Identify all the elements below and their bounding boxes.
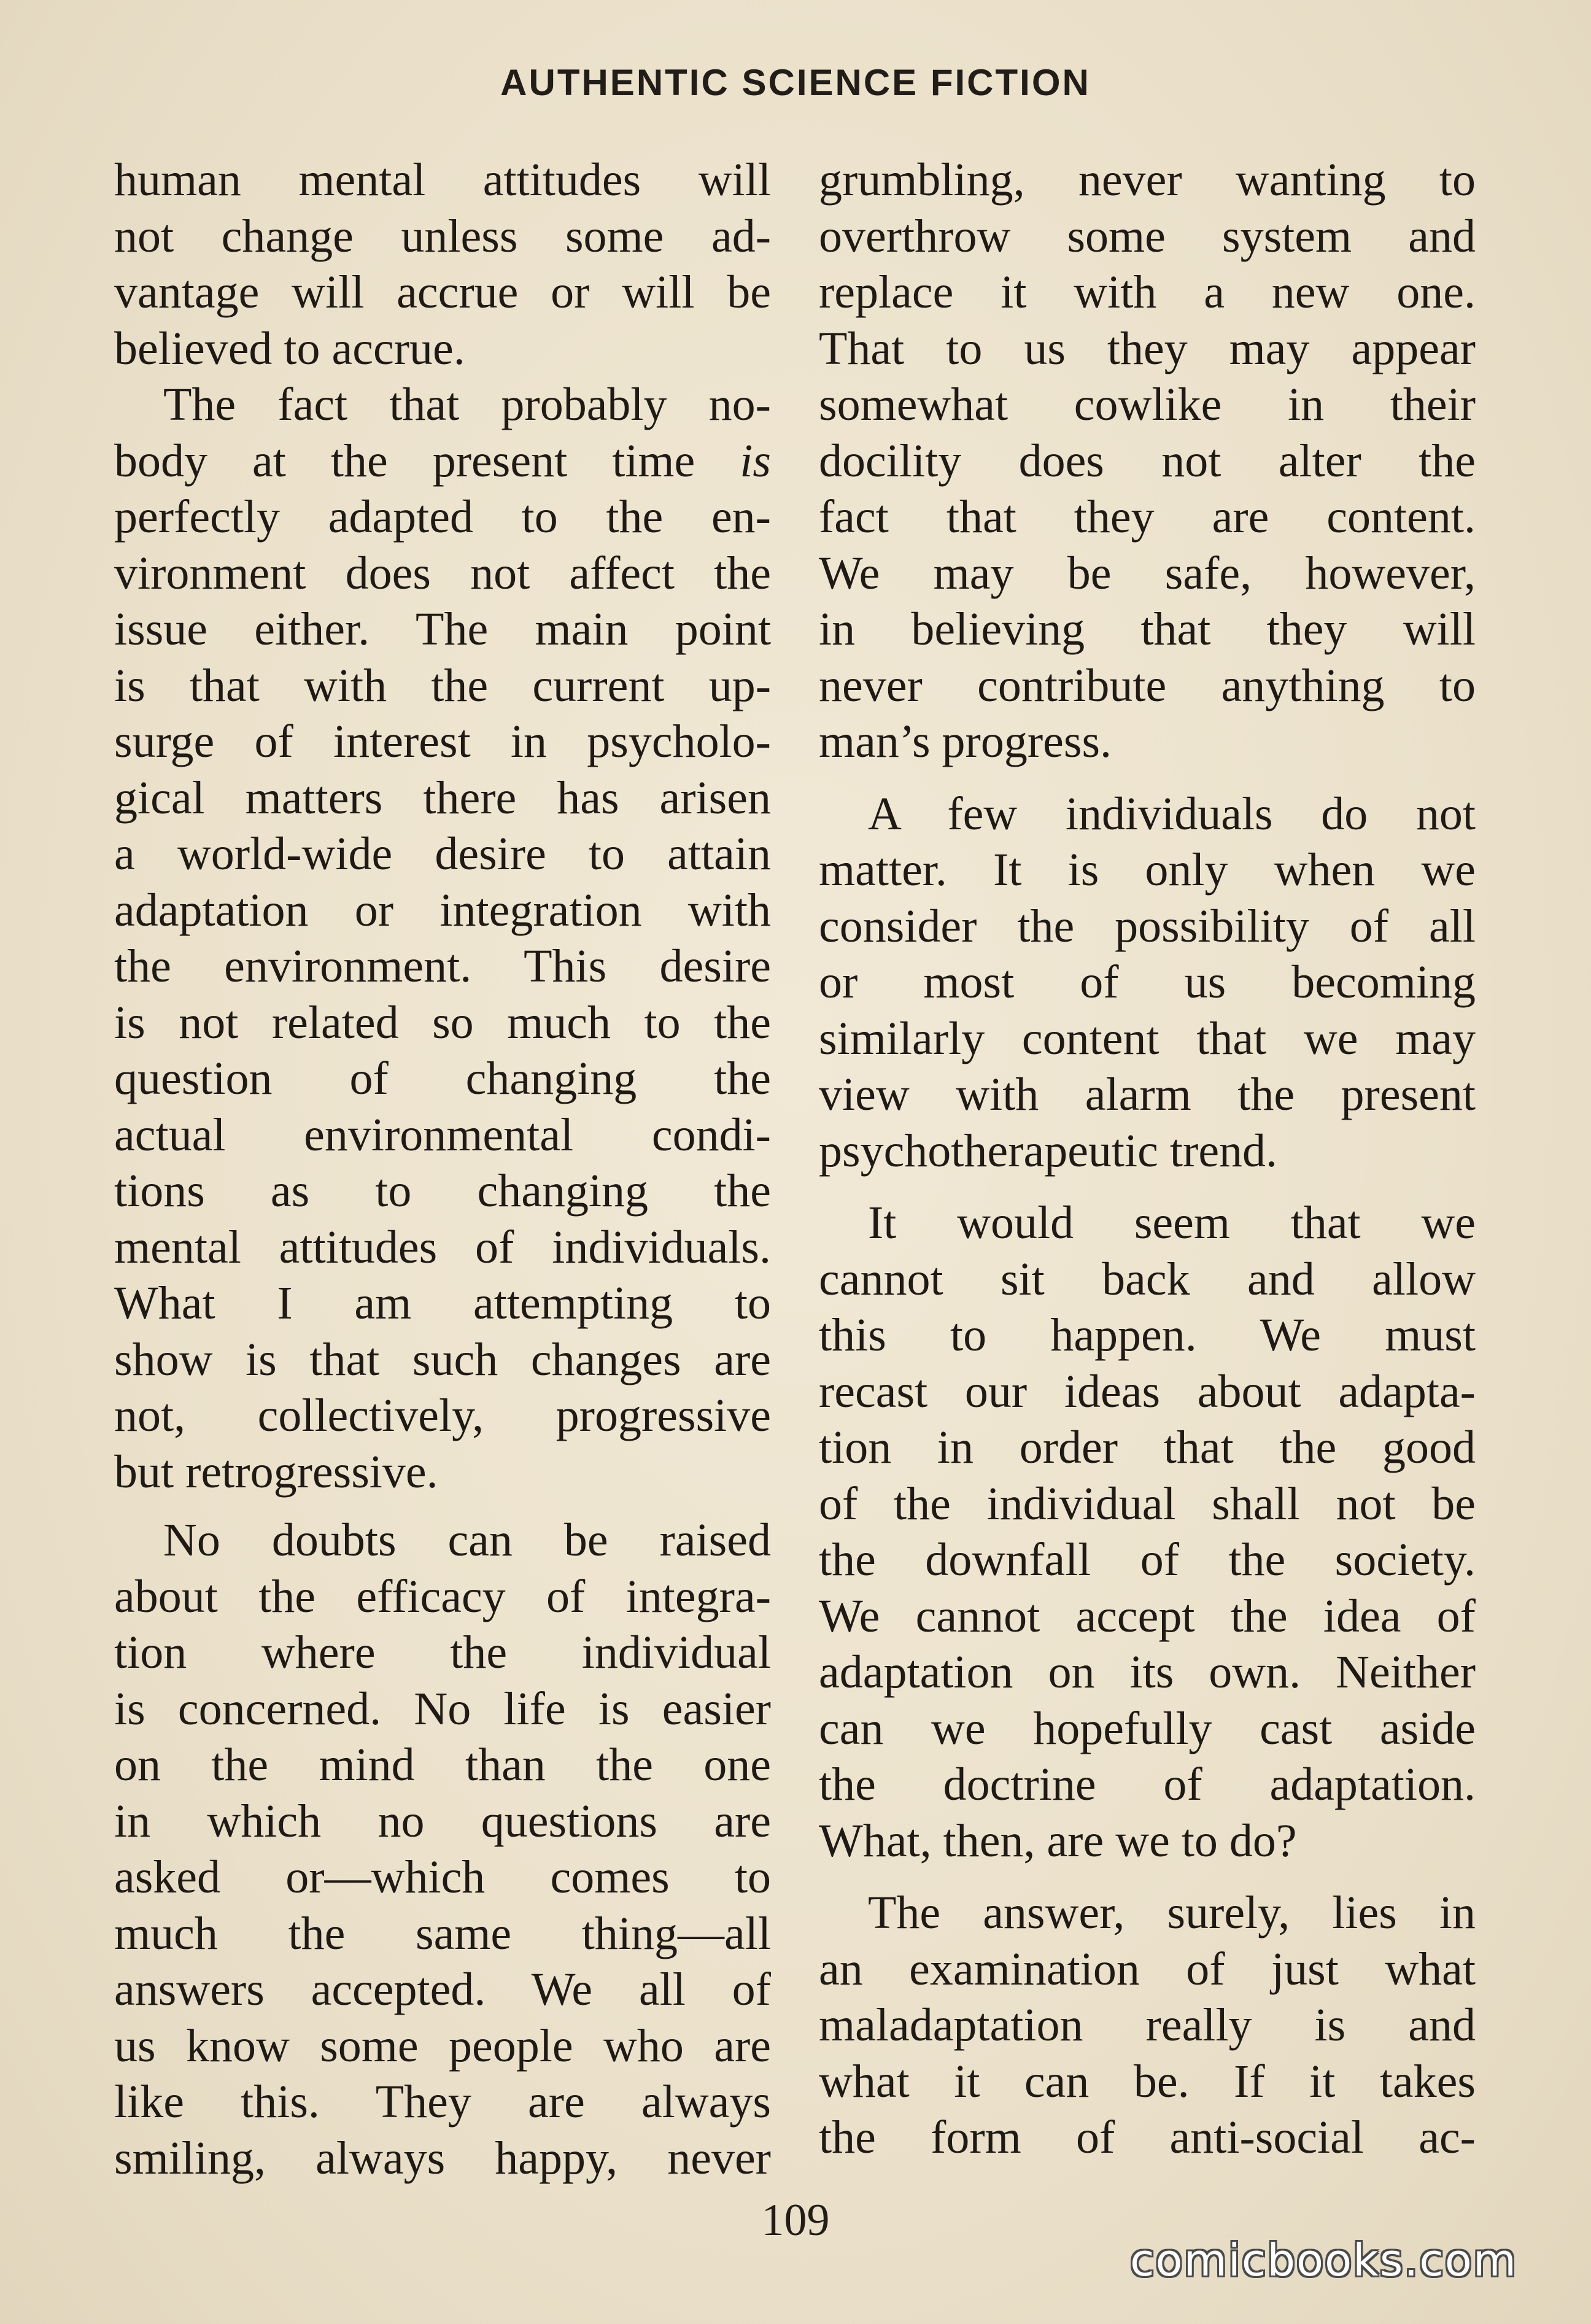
text-line: view with alarm the present [819, 1069, 1476, 1120]
text-line: maladaptation really is and [819, 1999, 1476, 2051]
text-line: vantage will accrue or will be [114, 266, 771, 318]
text-line: vironment does not affect the [114, 547, 771, 599]
text-line: surge of interest in psycholo- [114, 716, 771, 767]
text-line: tion in order that the good [819, 1422, 1476, 1473]
text-line: is concerned. No life is easier [114, 1683, 771, 1735]
text-line: not, collectively, progressive [114, 1390, 771, 1441]
text-line: like this. They are always [114, 2076, 771, 2128]
text-line: gical matters there has arisen [114, 772, 771, 824]
text-line: issue either. The main point [114, 603, 771, 655]
text-line: is not related so much to the [114, 996, 771, 1048]
text-line: mental attitudes of individuals. [114, 1221, 771, 1273]
text-line: That to us they may appear [819, 322, 1476, 374]
text-line: What, then, are we to do? [819, 1815, 1297, 1867]
text-line: about the efficacy of integra- [114, 1570, 771, 1622]
text-line: psychotherapeutic trend. [819, 1125, 1278, 1177]
text-line: perfectly adapted to the en- [114, 491, 771, 543]
right-column [819, 152, 1476, 2166]
running-head: AUTHENTIC SCIENCE FICTION [500, 62, 1091, 103]
text-line: grumbling, never wanting to [819, 154, 1476, 206]
text-line: in which no questions are [114, 1795, 771, 1847]
text-line: of the individual shall not be [819, 1478, 1476, 1530]
text-line: overthrow some system and [819, 210, 1476, 262]
text-line: A few individuals do not [868, 788, 1476, 840]
watermark-logo: comicbooks.com [1129, 2234, 1517, 2286]
text-line: fact that they are content. [819, 491, 1476, 543]
text-line: man’s progress. [819, 716, 1112, 767]
text-line: tion where the individual [114, 1627, 771, 1678]
text-line: a world-wide desire to attain [114, 828, 771, 880]
text-line: answers accepted. We all of [114, 1964, 771, 2015]
text-line: We cannot accept the idea of [819, 1590, 1476, 1642]
text-line: consider the possibility of all [819, 900, 1476, 952]
text-line: similarly content that we may [819, 1012, 1476, 1064]
text-line: is that with the current up- [114, 659, 771, 711]
text-line: show is that such changes are [114, 1333, 771, 1385]
text-line: what it can be. If it takes [819, 2055, 1476, 2107]
text-line: the environment. This desire [114, 940, 771, 992]
text-line: We may be safe, however, [819, 547, 1476, 599]
text-line: us know some people who are [114, 2020, 771, 2072]
text-line: tions as to changing the [114, 1165, 771, 1217]
text-line: never contribute anything to [819, 659, 1476, 711]
text-line: on the mind than the one [114, 1739, 771, 1791]
text-line: believed to accrue. [114, 322, 465, 374]
text-line: question of changing the [114, 1053, 771, 1104]
text-line: adaptation or integration with [114, 884, 771, 936]
text-line-with-italic: body at the present time is [114, 435, 771, 487]
page-number: 109 [761, 2195, 830, 2245]
left-column [114, 152, 771, 2186]
text-line: It would seem that we [868, 1197, 1476, 1249]
text-line: the form of anti-social ac- [819, 2112, 1476, 2163]
text-line: actual environmental condi- [114, 1109, 771, 1161]
text-line: The fact that probably no- [163, 379, 771, 430]
text-line: or most of us becoming [819, 956, 1476, 1008]
text-line: an examination of just what [819, 1943, 1476, 1995]
text-line: the downfall of the society. [819, 1534, 1476, 1586]
text-line: this to happen. We must [819, 1309, 1476, 1361]
text-line: What I am attempting to [114, 1277, 771, 1329]
text-line: recast our ideas about adapta- [819, 1365, 1476, 1417]
text-line: asked or—which comes to [114, 1851, 771, 1903]
text-line: much the same thing—all [114, 1907, 771, 1959]
text-line: in believing that they will [819, 603, 1476, 655]
text-line: No doubts can be raised [163, 1514, 771, 1566]
text-line: matter. It is only when we [819, 844, 1476, 896]
text-line: The answer, surely, lies in [868, 1887, 1476, 1939]
text-line: docility does not alter the [819, 435, 1476, 487]
text-line: can we hopefully cast aside [819, 1702, 1476, 1754]
text-line: cannot sit back and allow [819, 1253, 1476, 1305]
text-line: human mental attitudes will [114, 154, 771, 206]
text-line: smiling, always happy, never [114, 2132, 771, 2184]
text-line: somewhat cowlike in their [819, 379, 1476, 430]
text-line: the doctrine of adaptation. [819, 1759, 1476, 1810]
text-line: but retrogressive. [114, 1446, 438, 1498]
text-line: not change unless some ad- [114, 210, 771, 262]
text-line: replace it with a new one. [819, 266, 1476, 318]
text-line: adaptation on its own. Neither [819, 1646, 1476, 1698]
